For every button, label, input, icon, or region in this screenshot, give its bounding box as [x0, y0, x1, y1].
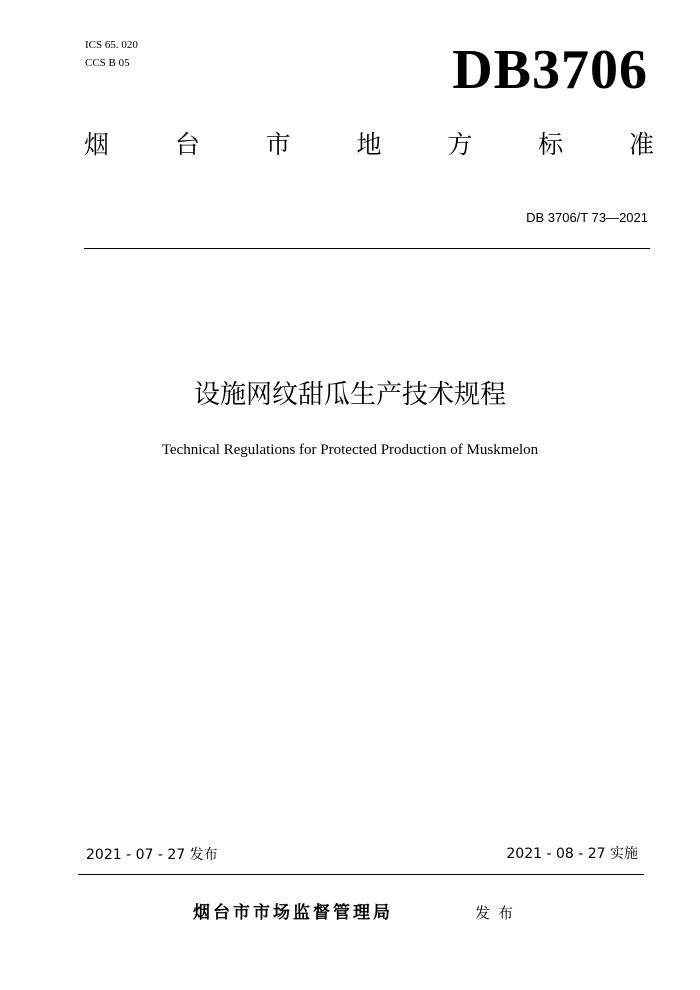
- bottom-divider: [78, 874, 644, 875]
- standard-type-char: 准: [628, 130, 654, 159]
- standard-type-char: 烟: [84, 130, 110, 159]
- ics-code: ICS 65. 020: [85, 39, 138, 51]
- standard-type-char: 地: [356, 130, 382, 159]
- issuing-authority: 烟台市市场监督管理局: [193, 903, 393, 923]
- standard-type-char: 市: [265, 130, 291, 159]
- standard-type-char: 方: [447, 130, 473, 159]
- standard-type-heading: [84, 128, 654, 162]
- classification-codes: [85, 36, 138, 72]
- standard-type-char: 台: [174, 130, 200, 159]
- document-title-chinese: 设施网纹甜瓜生产技术规程: [193, 380, 506, 410]
- document-title-english: Technical Regulations for Protected Production of Muskmelon: [161, 442, 539, 458]
- top-divider: [84, 248, 650, 249]
- standard-type-char: 标: [538, 130, 564, 159]
- db-code-logo: DB3706: [452, 39, 648, 101]
- release-label: 发布: [475, 904, 522, 922]
- ccs-code: CCS B 05: [85, 57, 130, 69]
- implementation-date: 2021 - 08 - 27 实施: [506, 846, 638, 862]
- standard-number: DB 3706/T 73—2021: [526, 210, 648, 225]
- issue-date: 2021 - 07 - 27 发布: [86, 847, 218, 863]
